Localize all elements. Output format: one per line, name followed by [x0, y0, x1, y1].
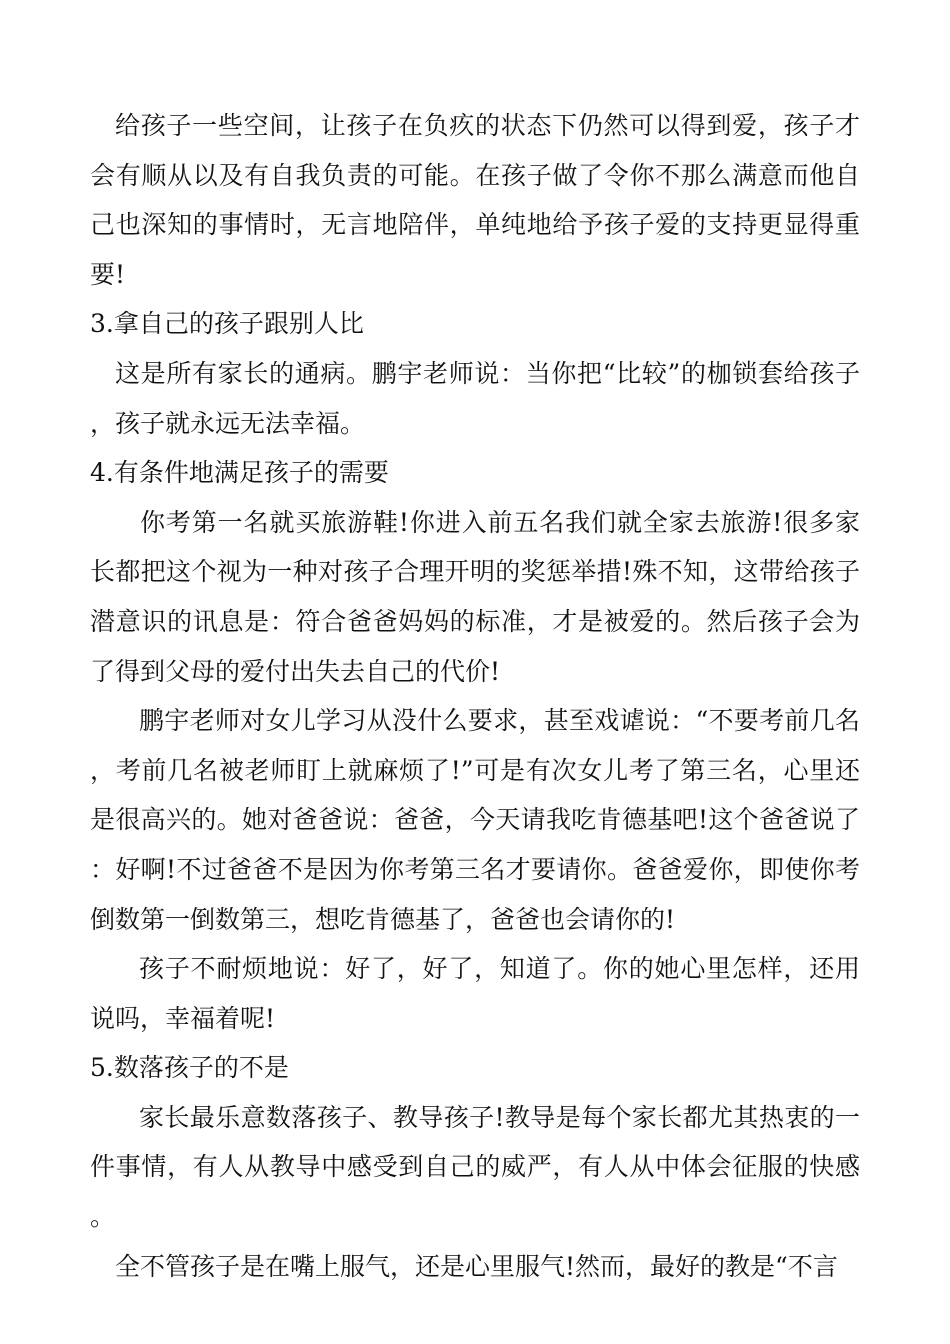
heading-conditional-needs: 4.有条件地满足孩子的需要	[90, 458, 389, 488]
paragraph-kfc-story: 鹏宇老师对女儿学习从没什么要求，甚至戏谑说：“不要考前几名，考前几名被老师盯上就麻烦了!”可是有次女儿考了第三名，心里还是很高兴的。她对爸爸说：爸爸，今天请我吃肯德基吧!这个爸爸说了：好啊!不过爸爸不是因为你考第三名才要请你。爸爸爱你，即使你考倒数第一倒数第三，想吃肯德基了，爸爸也会请你的!	[90, 706, 860, 934]
paragraph-comparison-shackles: 这是所有家长的通病。鹏宇老师说：当你把“比较”的枷锁套给孩子，孩子就永远无法幸福。	[90, 358, 860, 438]
paragraph-child-happy: 孩子不耐烦地说：好了，好了，知道了。你的她心里怎样，还用说吗，幸福着呢!	[90, 954, 860, 1033]
document-body	[90, 101, 860, 1291]
heading-compare-children: 3.拿自己的孩子跟别人比	[90, 309, 364, 339]
paragraph-best-teaching: 全不管孩子是在嘴上服气，还是心里服气!然而，最好的教是“不言	[115, 1251, 838, 1281]
paragraph-teaching-enthusiasm: 家长最乐意数落孩子、教导孩子!教导是每个家长都尤其热衷的一件事情，有人从教导中感受到自己的威严，有人从中体会征服的快感。	[90, 1102, 860, 1232]
paragraph-reward-punishment: 你考第一名就买旅游鞋!你进入前五名我们就全家去旅游!很多家长都把这个视为一种对孩子合理开明的奖惩举措!殊不知，这带给孩子潜意识的讯息是：符合爸爸妈妈的标准，才是被爱的。然后孩子会为了得到父母的爱付出失去自己的代价!	[90, 507, 860, 686]
heading-scolding-child: 5.数落孩子的不是	[90, 1053, 289, 1083]
paragraph-space-for-child: 给孩子一些空间，让孩子在负疚的状态下仍然可以得到爱，孩子才会有顺从以及有自我负责的可能。在孩子做了令你不那么满意而他自己也深知的事情时，无言地陪伴，单纯地给予孩子爱的支持更显得重要!	[90, 111, 860, 289]
